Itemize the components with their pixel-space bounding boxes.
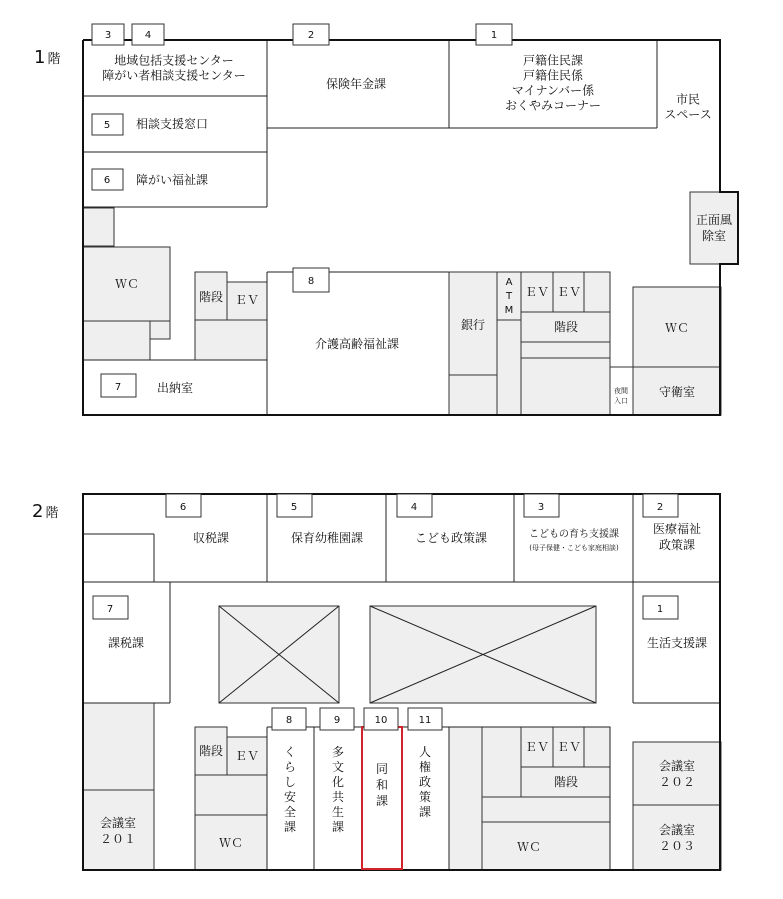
f2-vlabel-jinken-char: 策: [418, 790, 432, 804]
f1-gray-below-stairs-a: [521, 342, 610, 358]
f2-label-kaigi202-line: 会議室: [658, 759, 696, 773]
f2-label-kaigi202-line: ２０２: [658, 775, 696, 789]
f2-label-iryo-line: 政策課: [658, 538, 696, 552]
f2-void-left: [219, 606, 339, 703]
f1-label-shogai-line: 障がい福祉課: [136, 173, 209, 187]
f2-vlabel-kurashi: [284, 745, 296, 834]
f1-label-ev-r2-line: ＥＶ: [556, 285, 582, 299]
f2-gray-right-a: [449, 727, 482, 870]
f1-label-shuei-line: 守衛室: [658, 385, 696, 399]
f2-vlabel-kurashi-char: 全: [283, 805, 297, 819]
f1-num-5: 5: [103, 120, 111, 131]
f2-label-ev-r2-line: ＥＶ: [556, 740, 582, 754]
f2-label-hoiku: [291, 530, 363, 545]
f1-label-wc-right: [665, 321, 689, 335]
f2-num-8: 8: [285, 715, 293, 726]
f2-label-stairs-left-line: 階段: [198, 744, 224, 758]
f2-label-stairs-left: [199, 743, 223, 758]
f1-gray-ev-side: [584, 272, 610, 312]
f1-label-koseki-line: マイナンバー係: [511, 83, 595, 98]
f2-label-ev-left-line: ＥＶ: [234, 749, 260, 763]
f2-num-6: 6: [179, 502, 187, 513]
f1-label-atm-line: A: [505, 277, 513, 288]
f1-label-ev-r2: [557, 285, 581, 299]
f2-label-wc-left-line: ＷＣ: [218, 836, 244, 850]
f2-kaigi202-room: [633, 742, 721, 805]
f2-label-sodachi: [529, 527, 619, 540]
f2-label-kodomo: [415, 530, 487, 545]
f1-label-shimin-line: スペース: [664, 107, 712, 122]
f2-vlabel-dowa: [376, 762, 388, 808]
f2-label-seikatsu-line: 生活支援課: [646, 636, 708, 650]
f1-label-stairs-left-line: 階段: [198, 290, 224, 304]
f1-label-kaigo: [315, 336, 399, 351]
f1-label-ev-left-line: ＥＶ: [234, 293, 260, 307]
f1-label-shimin: [664, 93, 711, 122]
f1-label-shogai: [136, 172, 208, 187]
f2-gray-right-c: [482, 797, 610, 822]
f1-label-stairs-right-line: 階段: [553, 320, 579, 334]
f1-gray-left-b: [83, 321, 150, 360]
f1-label-atm-line: M: [504, 305, 514, 316]
f1-label-stairs-right: [554, 319, 578, 334]
f2-num-11: 11: [418, 715, 432, 726]
f2-vlabel-jinken-char: 人: [418, 745, 432, 759]
f2-num-1: 1: [656, 604, 664, 615]
f2-wc-right-room: [482, 822, 610, 870]
f1-gray-below-stairs-b: [521, 358, 610, 415]
f1-num-1: 1: [490, 30, 498, 41]
f1-label-ev-left: [235, 293, 259, 307]
f2-label-wc-right-line: ＷＣ: [516, 840, 542, 854]
f2-label-sodachi-sub-line: (母子保健・こども家庭相談): [529, 544, 619, 552]
f2-label-sodachi-sub: [529, 543, 619, 552]
f2-num-5: 5: [290, 502, 298, 513]
f1-label-shimin-line: 市民: [675, 92, 701, 107]
f2-vlabel-jinken-char: 課: [418, 805, 432, 819]
f1-label-koseki: [505, 54, 601, 113]
f2-label-kaigi203-line: ２０３: [658, 839, 696, 853]
f2-label-kazei: [108, 636, 144, 650]
f2-label-shuzei-line: 収税課: [192, 531, 230, 545]
f1-label-suito-line: 出納室: [156, 381, 194, 395]
f1-label-wc-left-line: ＷＣ: [114, 277, 140, 291]
f2-label-ev-r2: [557, 740, 581, 754]
f1-label-hoken-line: 保険年金課: [325, 77, 387, 91]
f2-num-9: 9: [333, 715, 341, 726]
f1-label-suito: [157, 380, 193, 395]
f1-gray-bank-lower: [449, 375, 497, 415]
f2-vlabel-jinken-char: 権: [418, 760, 432, 774]
floor-1-plan: [34, 24, 738, 415]
f2-label-iryo: [653, 521, 701, 552]
f1-label-stairs-left: [199, 289, 223, 304]
f2-num-4: 4: [410, 502, 418, 513]
f1-label-fujo-line: 除室: [701, 229, 727, 243]
f2-num-7: 7: [106, 604, 114, 615]
f1-label-hoken: [326, 76, 386, 91]
f1-label-ginko: [461, 318, 485, 332]
f1-gray-left-a: [83, 208, 114, 246]
f2-label-ev-r1: [525, 740, 549, 754]
f2-vlabel-tabunka-char: 化: [331, 775, 345, 789]
f2-vlabel-tabunka-char: 共: [331, 790, 345, 804]
f1-windbreak-room: [690, 192, 738, 264]
f1-label-shuei: [659, 384, 695, 399]
f2-label-wc-left: [219, 836, 243, 850]
f1-label-yakan-line: 入口: [614, 397, 628, 405]
f1-label-atm: [505, 277, 514, 316]
floor-1-title: 1 階: [34, 47, 61, 68]
f1-gray-left-d: [195, 320, 267, 360]
f1-num-7: 7: [114, 382, 122, 393]
f2-vlabel-jinken-char: 政: [418, 775, 432, 789]
f2-vlabel-tabunka-char: 課: [331, 820, 345, 834]
f1-label-chiiki-line: 障がい者相談支援センター: [102, 68, 246, 83]
f1-label-ev-r1-line: ＥＶ: [524, 285, 550, 299]
f2-vlabel-jinken: [419, 745, 431, 819]
f2-vlabel-kurashi-char: 安: [283, 790, 297, 804]
f2-label-kaigi203-line: 会議室: [658, 823, 696, 837]
f2-vlabel-kurashi-char: し: [283, 775, 297, 789]
f1-label-chiiki: [102, 53, 246, 83]
f1-label-yakan-line: 夜間: [614, 387, 628, 395]
f1-label-atm-line: T: [505, 291, 513, 302]
f2-vlabel-tabunka-char: 多: [331, 745, 345, 759]
f1-num-4: 4: [144, 30, 152, 41]
f2-vlabel-dowa-char: 和: [375, 778, 389, 792]
f1-label-soudan: [136, 116, 208, 131]
f1-label-chiiki-line: 地域包括支援センター: [114, 53, 234, 68]
f1-gray-atm-lower: [497, 320, 521, 415]
f2-num-10: 10: [374, 715, 388, 726]
f2-vlabel-tabunka-char: 文: [331, 760, 345, 774]
f2-void-right: [370, 606, 596, 703]
f2-label-kaigi201-line: 会議室: [99, 816, 137, 830]
f2-vlabel-kurashi-char: 課: [283, 820, 297, 834]
f2-label-stairs-right-line: 階段: [553, 775, 579, 789]
f1-label-koseki-line: 戸籍住民係: [522, 68, 584, 83]
f2-num-2: 2: [656, 502, 664, 513]
f2-vlabel-tabunka: [332, 745, 344, 834]
f2-kaigi203-room: [633, 805, 721, 870]
f2-label-ev-r1-line: ＥＶ: [524, 740, 550, 754]
f1-label-wc-left: [115, 277, 139, 291]
f2-label-iryo-line: 医療福祉: [652, 522, 702, 536]
f2-gray-left-corridor: [83, 703, 154, 790]
f2-label-kodomo-line: こども政策課: [414, 531, 488, 545]
f2-label-stairs-right: [554, 774, 578, 789]
f2-gray-left-mid: [195, 775, 267, 815]
f1-label-wc-right-line: ＷＣ: [664, 321, 690, 335]
f1-label-koseki-line: おくやみコーナー: [504, 98, 602, 113]
floor-2-plan: [32, 494, 721, 870]
f2-label-wc-right: [517, 840, 541, 854]
f1-label-koseki-line: 戸籍住民課: [522, 53, 584, 68]
f2-num-3: 3: [537, 502, 545, 513]
f1-num-3: 3: [104, 30, 112, 41]
f2-kaigi201-room: [83, 790, 154, 870]
f2-label-kaigi201-line: ２０１: [99, 832, 137, 846]
f2-vlabel-tabunka-char: 生: [331, 805, 345, 819]
f2-gray-ev-side: [584, 727, 610, 767]
f2-vlabel-dowa-char: 課: [375, 794, 389, 808]
f2-label-shuzei: [193, 530, 229, 545]
f2-gray-right-b: [482, 727, 521, 797]
f1-num-6: 6: [103, 175, 111, 186]
f1-label-ev-r1: [525, 285, 549, 299]
f1-label-kaigo-line: 介護高齢福祉課: [314, 337, 400, 351]
f2-label-hoiku-line: 保育幼稚園課: [290, 531, 364, 545]
f2-label-ev-left: [235, 749, 259, 763]
floor-2-title: 2 階: [32, 501, 59, 522]
f2-label-kazei-line: 課税課: [107, 636, 145, 650]
f1-label-soudan-line: 相談支援窓口: [136, 117, 209, 131]
f2-label-sodachi-line: こどもの育ち支援課: [529, 529, 619, 540]
f1-num-2: 2: [307, 30, 315, 41]
f2-vlabel-kurashi-char: ら: [283, 760, 297, 774]
f2-label-seikatsu: [647, 635, 707, 650]
f1-num-8: 8: [307, 276, 315, 287]
f1-label-fujo-line: 正面風: [695, 213, 733, 227]
f1-label-ginko-line: 銀行: [460, 318, 486, 332]
f1-gray-left-c: [150, 321, 170, 339]
f2-vlabel-dowa-char: 同: [375, 762, 389, 776]
f2-vlabel-kurashi-char: く: [283, 745, 297, 759]
